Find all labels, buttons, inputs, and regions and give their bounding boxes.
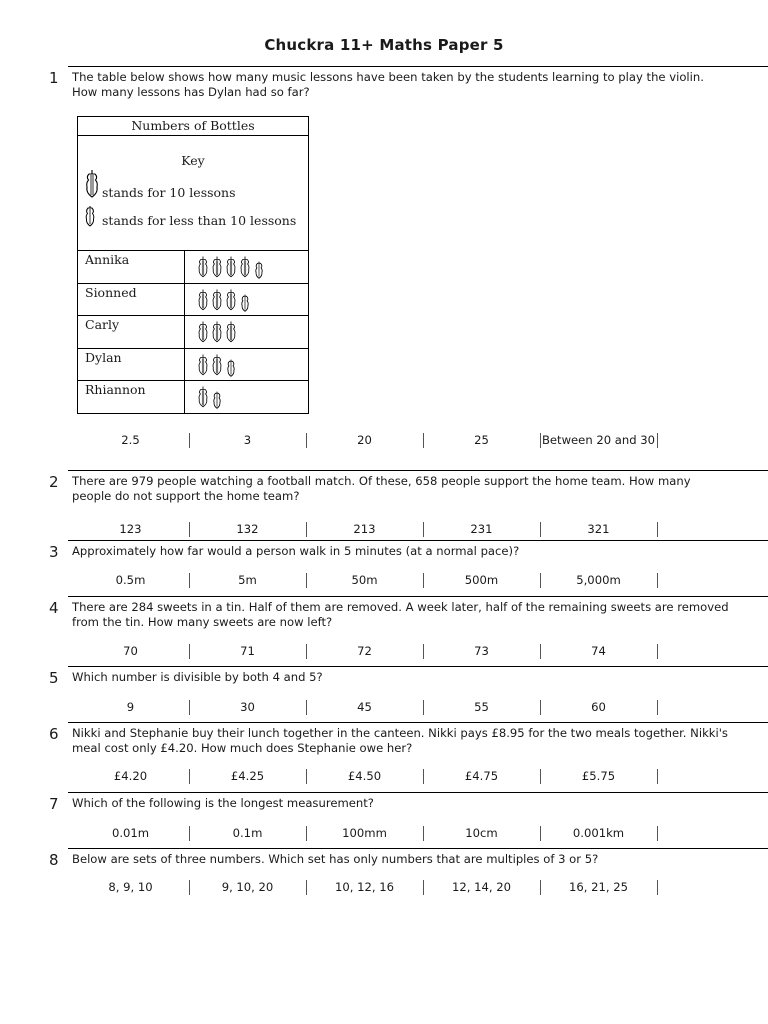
answer-option[interactable]: 10, 12, 16 [306,880,424,895]
pupil-name: Sionned [85,284,137,300]
question-text: Approximately how far would a person walk in 5 minutes (at a normal pace)? [72,544,520,558]
answer-option[interactable]: 12, 14, 20 [423,880,541,895]
question-3 [40,540,728,600]
pictogram-row [78,380,308,413]
answer-option[interactable]: £4.25 [189,769,307,784]
answer-option[interactable]: 25 [423,433,541,448]
answer-option[interactable]: 132 [189,522,307,537]
pictogram-title: Numbers of Bottles [78,117,308,136]
question-number: 8 [49,851,59,869]
answer-option[interactable]: 71 [189,644,307,659]
answer-option[interactable]: £4.75 [423,769,541,784]
answer-option[interactable]: 9 [72,700,190,715]
pictogram-table [77,116,309,414]
answer-option[interactable]: 9, 10, 20 [189,880,307,895]
pictogram-cell [184,316,308,348]
violin-icon [84,169,100,199]
question-divider [68,666,768,667]
pupil-name: Rhiannon [85,382,146,397]
pupil-name: Carly [85,317,120,332]
question-number: 1 [49,69,59,87]
question-divider [68,596,768,597]
question-divider [68,722,768,723]
answer-option[interactable]: 0.1m [189,826,307,841]
question-4 [40,596,728,656]
question-divider [68,470,768,471]
answer-option[interactable]: 74 [540,644,658,659]
answer-option[interactable]: 5,000m [540,573,658,588]
question-2 [40,470,728,536]
answer-option[interactable]: 70 [72,644,190,659]
key-part-row [84,205,297,230]
key-full-row [84,169,236,202]
answer-option[interactable]: 45 [306,700,424,715]
question-text: There are 284 sweets in a tin. Half of them are removed. A week later, half of the remaining sweets are removed from the tin. How many sweets are now left? [72,600,729,629]
answer-option[interactable]: 3 [189,433,307,448]
answer-option[interactable]: 55 [423,700,541,715]
question-text: Nikki and Stephanie buy their lunch together in the canteen. Nikki pays £8.95 for the two meals together. Nikki's meal cost only £4.20. How much does Stephanie owe her? [72,726,728,755]
question-6 [40,722,728,782]
question-number: 4 [49,599,59,617]
question-number: 5 [49,669,59,687]
answer-option[interactable]: 0.5m [72,573,190,588]
question-8 [40,848,728,908]
question-text: The table below shows how many music lessons have been taken by the students learning to play the violin. How many lessons has Dylan had so far? [72,70,704,99]
answer-option[interactable]: 5m [189,573,307,588]
question-text: Below are sets of three numbers. Which set has only numbers that are multiples of 3 or 5? [72,852,599,866]
key-part-label: stands for less than 10 lessons [102,213,297,228]
question-number: 3 [49,543,59,561]
answer-option[interactable]: £4.50 [306,769,424,784]
partial-violin-icon [84,205,96,227]
answer-option[interactable]: 8, 9, 10 [72,880,190,895]
pictogram-row [78,348,308,381]
answer-option[interactable]: 2.5 [72,433,190,448]
pictogram-key-heading: Key [181,153,205,168]
answer-option[interactable]: £4.20 [72,769,190,784]
question-divider [68,848,768,849]
answer-option[interactable]: 16, 21, 25 [540,880,658,895]
pupil-name: Dylan [85,349,122,365]
pictogram-cell [184,381,308,413]
pictogram-cell [184,251,308,283]
question-number: 7 [49,795,59,813]
pictogram-row [78,250,308,283]
question-divider [68,540,768,541]
question-5 [40,666,728,726]
answer-option[interactable]: 20 [306,433,424,448]
answer-option[interactable]: 72 [306,644,424,659]
pupil-name: Annika [85,252,130,267]
pictogram-row [78,283,308,316]
answer-option[interactable]: 73 [423,644,541,659]
pictogram-row [78,315,308,348]
key-full-label: stands for 10 lessons [102,185,236,200]
question-text: Which number is divisible by both 4 and 5? [72,670,323,684]
pictogram-cell [184,349,308,381]
answer-option[interactable]: 321 [540,522,658,537]
pictogram-cell [184,284,308,316]
question-text: There are 979 people watching a football match. Of these, 658 people support the home team. How many people do not support the home team? [72,474,691,503]
question-7 [40,792,728,852]
question-divider [68,792,768,793]
answer-option[interactable]: 123 [72,522,190,537]
answer-option[interactable]: 213 [306,522,424,537]
answer-option[interactable]: 500m [423,573,541,588]
page-title: Chuckra 11+ Maths Paper 5 [264,36,504,54]
answer-option[interactable]: £5.75 [540,769,658,784]
question-number: 6 [49,725,59,743]
answer-option[interactable]: 60 [540,700,658,715]
answer-option[interactable]: 50m [306,573,424,588]
question-text: Which of the following is the longest measurement? [72,796,374,810]
answer-option[interactable]: 231 [423,522,541,537]
answer-option[interactable]: 100mm [306,826,424,841]
answer-option[interactable]: 0.01m [72,826,190,841]
question-number: 2 [49,473,59,491]
answer-option[interactable]: 0.001km [540,826,658,841]
answer-option[interactable]: 30 [189,700,307,715]
answer-option[interactable]: Between 20 and 30 [540,433,658,448]
answer-option[interactable]: 10cm [423,826,541,841]
